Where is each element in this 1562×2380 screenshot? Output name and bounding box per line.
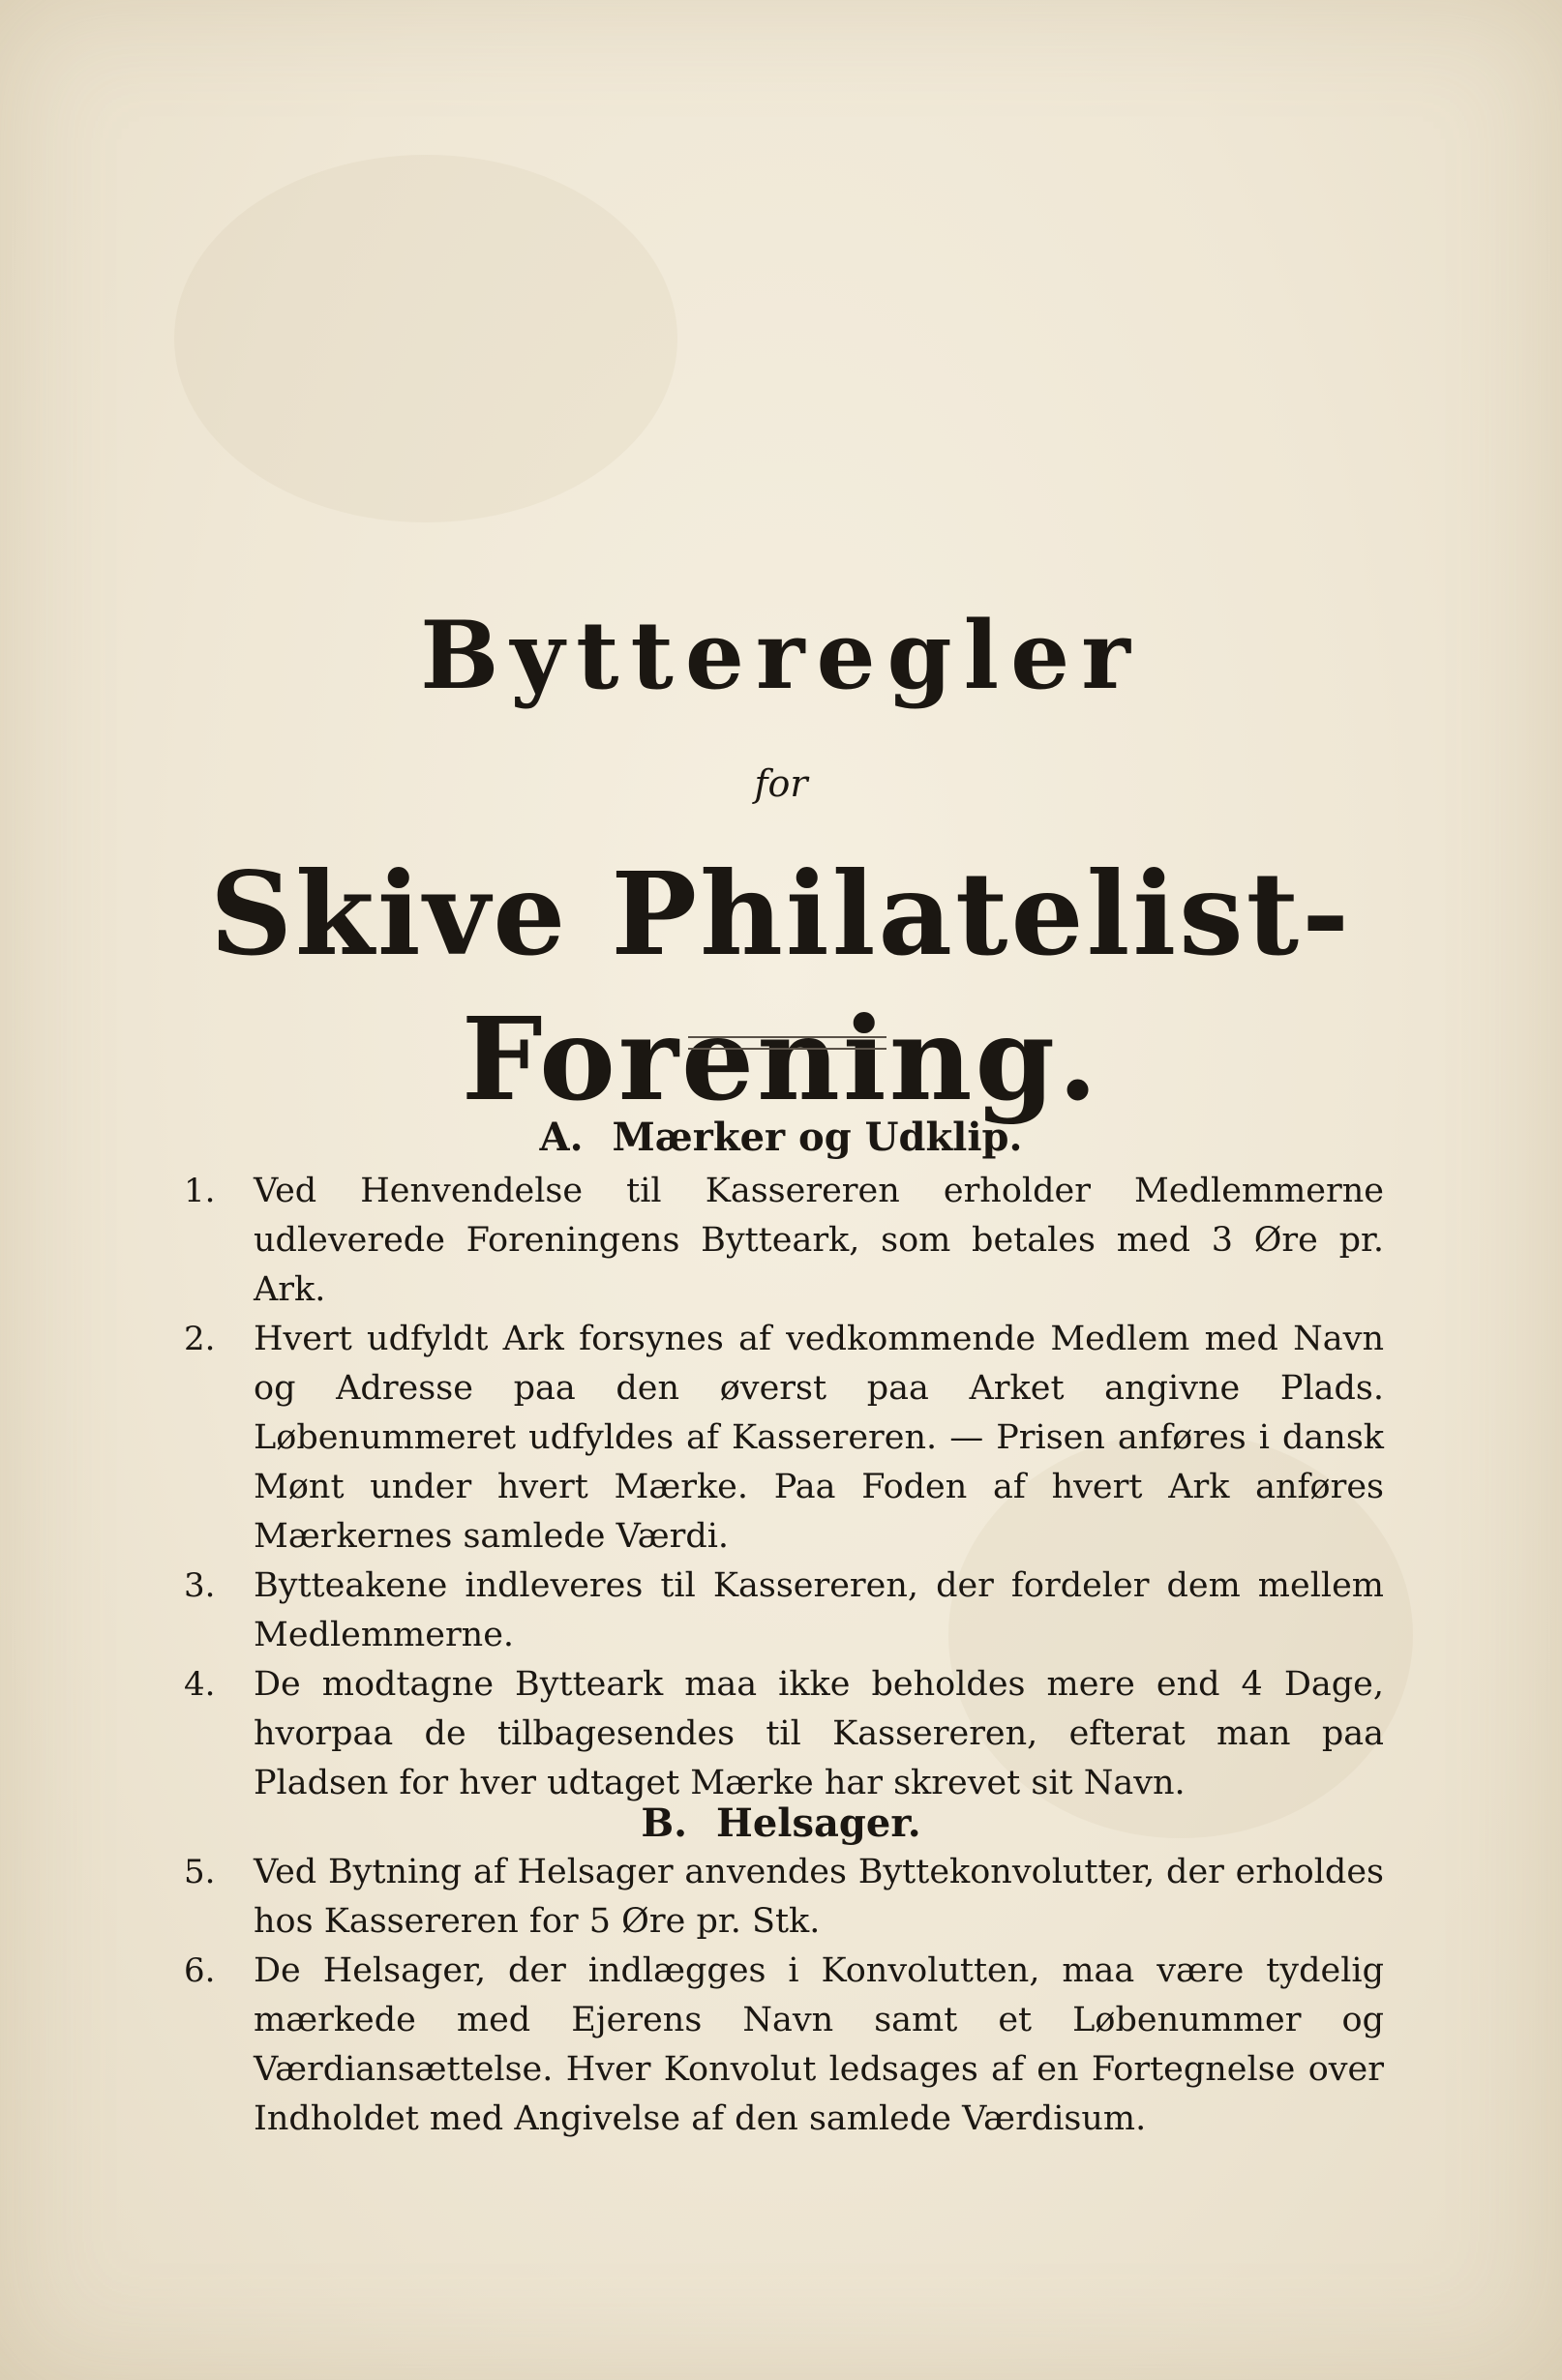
section-title: Mærker og Udklip. [612,1115,1023,1160]
rule-text: De Helsager, der indlægges i Konvolutten, maa være tydelig mærkede med Ejerens Navn samt et Løbenummer og Værdiansættelse. Hver Konvolut ledsages af en Fortegnelse over Indholdet med Angivelse af den samlede Værdisum. [254,1951,1384,2138]
rule-number: 3. [184,1566,216,1605]
rules-list-b [184,1848,1384,2144]
rule-item [184,1315,1384,1562]
rule-text: Bytteakene indleveres til Kassereren, der fordeler dem mellem Medlemmerne. [254,1566,1384,1654]
rule-item [184,1660,1384,1808]
rule-text: Ved Henvendelse til Kassereren erholder Medlemmerne udleverede Foreningens Bytteark, som betales med 3 Øre pr. Ark. [254,1172,1384,1309]
rule-number: 4. [184,1665,216,1704]
rule-item [184,1848,1384,1947]
section-letter: B. [641,1800,688,1846]
rule-item [184,1167,1384,1315]
paper-stain [174,155,677,522]
organization-name: Skive Philatelist-Forening. [209,847,1353,1126]
rule-number: 1. [184,1172,216,1210]
rule-text: De modtagne Bytteark maa ikke beholdes mere end 4 Dage, hvorpaa de tilbagesendes til Kassereren, efterat man paa Pladsen for hver udtaget Mærke har skrevet sit Navn. [254,1665,1384,1802]
rule-item [184,1562,1384,1660]
rule-number: 2. [184,1320,216,1358]
rule-item [184,1947,1384,2144]
document-title: Bytteregler [420,601,1142,710]
document-subtitle: for [754,762,808,805]
section-heading-b [0,1797,1562,1851]
rule-number: 5. [184,1853,216,1891]
section-title: Helsager. [716,1800,921,1846]
rule-number: 6. [184,1951,216,1990]
section-letter: A. [539,1115,584,1160]
decorative-double-rule [688,1036,886,1050]
rules-list-a [184,1167,1384,1808]
section-heading-a [0,1111,1562,1165]
rule-text: Hvert udfyldt Ark forsynes af vedkommende Medlem med Navn og Adresse paa den øverst paa Arket angivne Plads. Løbenummeret udfyldes af Kassereren. — Prisen anføres i dansk Mønt under hvert Mærke. Paa Foden af hvert Ark anføres Mærkernes samlede Værdi. [254,1320,1384,1556]
rule-text: Ved Bytning af Helsager anvendes Byttekonvolutter, der erholdes hos Kassereren for 5 Øre pr. Stk. [254,1853,1384,1941]
